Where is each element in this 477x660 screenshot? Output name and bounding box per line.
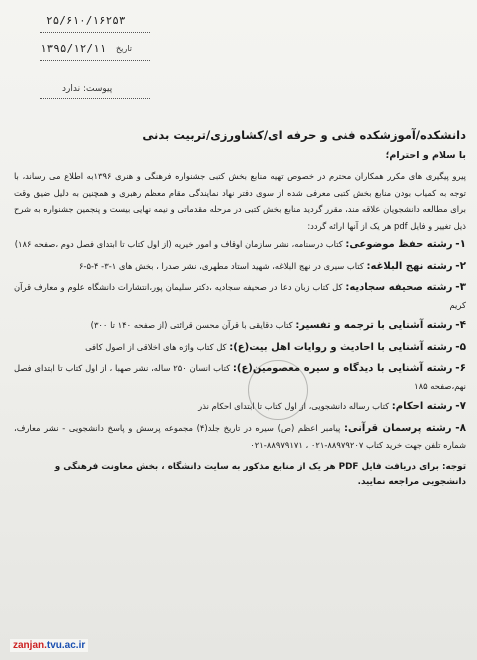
list-item: ۴- رشته آشنایی با ترجمه و تفسیر: کتاب دقایقی با قرآن محسن قرائتی (از صفحه ۱۴۰ تا ۳۰۰) [90, 319, 466, 331]
item-text: کل کتاب زبان دعا در صحیفه سجادیه ،دکتر سلیمان پور،انتشارات دانشگاه علوم و معارف قرآن کریم [14, 282, 466, 310]
item-number: ۷ [459, 400, 466, 412]
item-title: رشته صحیفه سجادیه: [345, 282, 453, 293]
item-text: کتاب دقایقی با قرآن محسن قرائتی (از صفحه ۱۴۰ تا ۳۰۰) [90, 320, 293, 330]
item-title: رشته آشنایی با دیدگاه و سیره معصومین(ع): [232, 363, 453, 374]
item-title: رشته حفظ موضوعی: [345, 239, 453, 250]
letter-number: ۲۵/۶۱۰/۱۶۲۵۳ [46, 14, 126, 27]
list-item: ۷- رشته احکام: کتاب رساله دانشجویی، از اول کتاب تا ابتدای احکام نذر [198, 400, 466, 412]
item-title: رشته نهج البلاغه: [366, 260, 453, 272]
item-number: ۸ [459, 421, 466, 434]
list-item: ۶- رشته آشنایی با دیدگاه و سیره معصومین(ع): کتاب انسان ۲۵۰ ساله، نشر صهبا ، از اول کتاب تا ابتدای فصل نهم،صفحه ۱۸۵ [14, 362, 467, 391]
attachment-line: پیوست: ندارد [62, 84, 113, 94]
item-text: کتاب سیری در نهج البلاغه، شهید استاد مطهری، نشر صدرا ، بخش های ۱-۳- ۴-۵-۶ [78, 260, 364, 271]
item-text: کتاب انسان ۲۵۰ ساله، نشر صهبا ، از اول کتاب تا ابتدای فصل نهم،صفحه ۱۸۵ [14, 363, 466, 391]
item-title: رشته آشنایی با ترجمه و تفسیر: [295, 320, 453, 331]
item-title: رشته احکام: [391, 401, 453, 412]
item-title: رشته آشنایی با احادیث و روایات اهل بیت(ع): [229, 341, 453, 353]
list-item: ۵- رشته آشنایی با احادیث و روایات اهل بیت(ع): کل کتاب واژه های اخلاقی از اصول کافی [85, 340, 466, 353]
logo-part-2: tvu.ac.ir [46, 640, 86, 651]
item-text: کتاب رساله دانشجویی، از اول کتاب تا ابتدای احکام نذر [198, 401, 390, 411]
letter-body [14, 126, 466, 491]
date-underline [40, 60, 150, 61]
item-number: ۱ [459, 238, 466, 250]
list-item: ۲- رشته نهج البلاغه: کتاب سیری در نهج البلاغه، شهید استاد مطهری، نشر صدرا ، بخش های ۱-۳- ۴-۵-۶ [78, 259, 466, 272]
item-text: پیامبر اعظم (ص) سیره در تاریخ جلد(۴) مجموعه پرسش و پاسخ دانشجویی - نشر معارف، شماره تلفن جهت خرید کتاب ۸۸۹۷۹۲۰۷-۰۲۱ ، ۸۸۹۷۹۱۷۱-۰۲۱ [14, 422, 466, 450]
item-number: ۴ [459, 319, 466, 331]
item-text: کل کتاب واژه های اخلاقی از اصول کافی [85, 341, 227, 352]
site-watermark-logo [10, 639, 88, 652]
list-item: ۳- رشته صحیفه سجادیه: کل کتاب زبان دعا در صحیفه سجادیه ،دکتر سلیمان پور،انتشارات دانشگاه علوم و معارف قرآن کریم [14, 281, 466, 310]
item-title: رشته پرسمان قرآنی: [344, 422, 452, 434]
list-item: ۱- رشته حفظ موضوعی: کتاب درسنامه، نشر سازمان اوقاف و امور خیریه (از اول کتاب تا ابتدای فصل دوم ،صفحه ۱۸۶) [14, 238, 466, 250]
letter-heading: دانشکده/آموزشکده فنی و حرفه ای/کشاورزی/تربیت بدنی [142, 128, 466, 142]
list-item: ۸- رشته پرسمان قرآنی: پیامبر اعظم (ص) سیره در تاریخ جلد(۴) مجموعه پرسش و پاسخ دانشجویی - نشر معارف، شماره تلفن جهت خرید کتاب ۸۸۹۷۹۲۰۷-۰۲۱ ، ۸۸۹۷۹۱۷۱-۰۲۱ [14, 421, 466, 450]
item-number: ۵ [459, 340, 466, 353]
item-number: ۶ [459, 362, 467, 374]
logo-part-1: zanjan. [13, 640, 47, 651]
intro-paragraph: پیرو پیگیری های مکرر همکاران محترم در خصوص تهیه منابع بخش کتبی جشنواره فرهنگی و هنری ۱۳۹۶به اطلاع می رساند، با توجه به کمیاب بودن منابع بخش کتبی معرفی شده از سوی دفتر نهاد نمایندگی مقام معظم رهبری و همچنین به دلیل ضیق وقت برای مطالعه دانشجویان علاقه مند، مقرر گردید منابع بخش کتبی در مرحله مقدماتی و نیمه نهایی بیست و پنجمین جشنواره به شرح ذیل تغییر و فایل pdf هر یک از آنها ارائه گردد: [14, 171, 466, 231]
item-number: ۳ [459, 281, 466, 293]
salutation: با سلام و احترام؛ [385, 150, 466, 161]
note-paragraph: توجه: برای دریافت فایل PDF هر یک از منابع مذکور به سایت دانشگاه ، بخش معاونت فرهنگی و دانشجویی مراجعه نمایید. [54, 461, 466, 487]
attachment-underline [40, 98, 150, 99]
letter-date: ۱۳۹۵/۱۲/۱۱ [40, 42, 107, 55]
item-text: کتاب درسنامه، نشر سازمان اوقاف و امور خیریه (از اول کتاب تا ابتدای فصل دوم ،صفحه ۱۸۶) [14, 239, 343, 249]
date-label: تاریخ [116, 44, 132, 53]
item-number: ۲ [459, 259, 466, 272]
number-underline [40, 32, 150, 33]
